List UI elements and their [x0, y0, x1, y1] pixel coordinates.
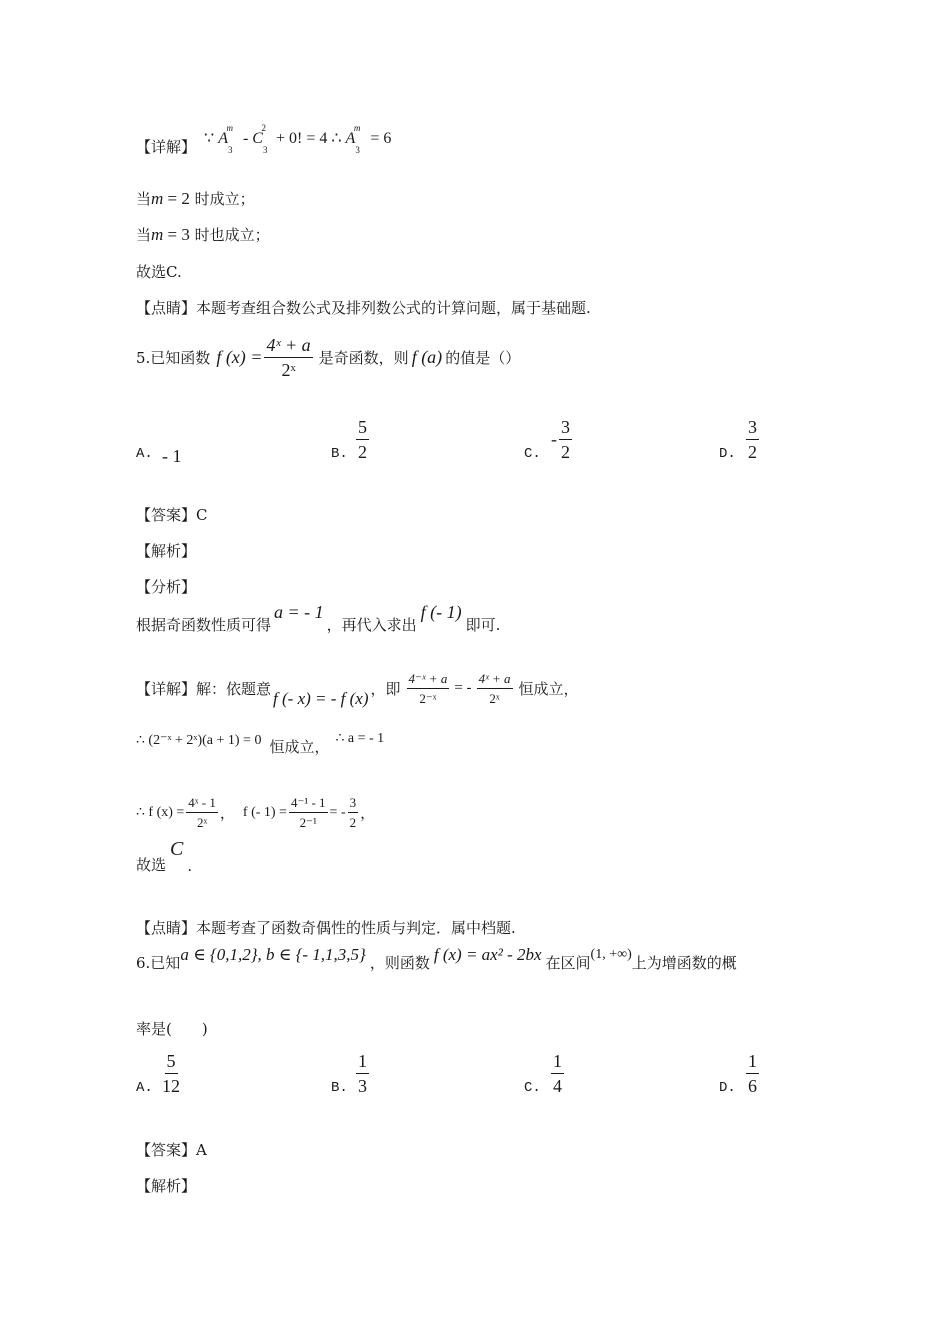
detail-tag: 【详解】 [136, 138, 197, 156]
q5-mid: 是奇函数，则 [318, 349, 409, 367]
question-6: 6.已知 a ∈ {0,1,2} , b ∈ {- 1,1,3,5} ，则函数 f (x) = ax² - 2bx 在区间 (1, +∞) 上为增函数的概 [136, 945, 737, 972]
q5-line3: ∴ f (x) = $\frac{\text{4ˣ - 1}}{\text{2ˣ}}$ ， f (- 1) = $\frac{\text{4⁻¹ - 1}}{\text{2⁻¹}}$ = - $\frac{3}{2}$ ， [136, 795, 376, 830]
q6-option-b-value[interactable]: $\frac{1}{3}$ [358, 1051, 367, 1096]
q6-option-c-label[interactable]: C. [524, 1080, 541, 1096]
q5-answer: 【答案】C [136, 506, 208, 524]
q5-func-left: f (x) = [216, 347, 263, 367]
q5-analysis-tag: 【解析】 [136, 542, 197, 560]
q5-option-b-value[interactable]: $\frac{5}{2}$ [358, 417, 367, 462]
q6-option-c-value[interactable]: $\frac{1}{4}$ [553, 1051, 562, 1096]
comment-line [136, 297, 591, 318]
comment-tag: 【点睛】 [136, 299, 197, 317]
q5-option-b-label[interactable]: B. [331, 446, 348, 462]
case-m3: 当m = 3 时也成立； [136, 225, 270, 244]
choice-line: 故选C. [136, 263, 182, 281]
comment-text: 本题考查组合数公式及排列数公式的计算问题，属于基础题. [196, 299, 591, 317]
q5-suffix: 的值是（） [445, 349, 521, 367]
q5-fraction: $\frac{\text{4ˣ + a}}{\text{2ˣ}}$ [266, 335, 311, 380]
q6-option-d-label[interactable]: D. [719, 1080, 736, 1096]
q5-option-a-value[interactable]: - 1 [162, 446, 182, 466]
q5-option-a-label[interactable]: A. [136, 446, 153, 462]
case-m2: 当m = 2 时成立； [136, 189, 255, 208]
q5-fa: f (a) [411, 347, 443, 367]
q5-detail-tag: 【详解】 [136, 680, 197, 698]
q5-prefix: 5.已知函数 [136, 349, 211, 367]
q6-option-b-label[interactable]: B. [331, 1080, 348, 1096]
q5-fenxi-tag: 【分析】 [136, 578, 197, 596]
q5-detail-line: 【详解】 解：依题意 f (- x) = - f (x) ，即 $\frac{\text{4⁻ˣ + a}}{\text{2⁻ˣ}}$ = - $\frac{\text{4ˣ + a}}{\text{2ˣ}}$ 恒成立， [136, 671, 579, 708]
detail-line [136, 136, 196, 157]
q5-fenxi-line: 根据奇函数性质可得 a = - 1 ，再代入求出 f (- 1) 即可. [136, 602, 501, 634]
q5-option-c-value[interactable]: - $\frac{3}{2}$ [551, 417, 570, 462]
q5-choice: 故选 C . [136, 838, 193, 875]
q5-option-d-value[interactable]: $\frac{3}{2}$ [748, 417, 757, 462]
q6-answer: 【答案】A [136, 1141, 207, 1159]
detail-formula: ∵ $A_3^m - C_3^2 + 0$! = 4 ∴ $A_3^m = 6$ [204, 122, 392, 156]
question-5 [136, 336, 520, 379]
q6-option-d-value[interactable]: $\frac{1}{6}$ [748, 1051, 757, 1096]
q6-option-a-value[interactable]: $\frac{5}{12}$ [162, 1051, 180, 1096]
q5-option-d-label[interactable]: D. [719, 446, 736, 462]
q6-line2: 率是( ) [136, 1020, 208, 1038]
q5-comment: 【点睛】本题考查了函数奇偶性的性质与判定．属中档题. [136, 919, 516, 937]
q5-line2: ∴ (2⁻ˣ + 2ˣ)(a + 1) = 0 恒成立， ∴ a = - 1 [136, 731, 385, 756]
q6-option-a-label[interactable]: A. [136, 1080, 153, 1096]
q6-analysis-tag: 【解析】 [136, 1177, 197, 1195]
q5-option-c-label[interactable]: C. [524, 446, 541, 462]
